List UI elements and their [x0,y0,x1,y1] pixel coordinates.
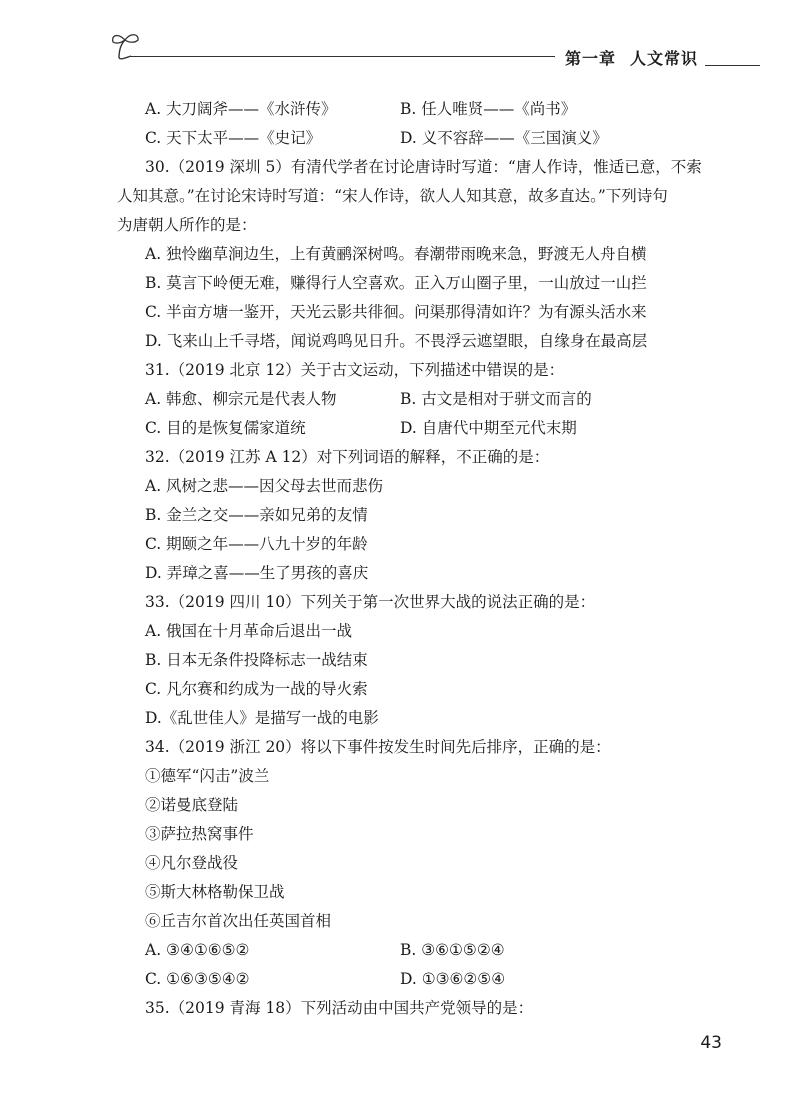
header-rule-right [705,65,760,66]
q32-stem: 32.（2019 江苏 A 12）对下列词语的解释，不正确的是： [145,448,550,466]
q31-option-b: B. 古文是相对于骈文而言的 [400,390,592,408]
q34-item-6: ⑥丘吉尔首次出任英国首相 [145,912,332,930]
q34-item-4: ④凡尔登战役 [145,854,239,872]
page-content [117,95,702,1023]
q34-option-b: B. ③⑥①⑤②④ [400,941,505,959]
q33-stem: 33.（2019 四川 10）下列关于第一次世界大战的说法正确的是： [145,593,596,611]
q29-option-b: B. 任人唯贤——《尚书》 [400,100,577,118]
q30-stem-line-1: 30.（2019 深圳 5）有清代学者在讨论唐诗时写道：“唐人作诗，惟适已意，不索 [145,158,702,176]
page-header [0,0,800,80]
q33-option-d: D.《乱世佳人》是描写一战的电影 [145,709,379,727]
q30-option-d: D. 飞来山上千寻塔，闻说鸡鸣见日升。不畏浮云遮望眼，自缘身在最高层 [145,332,648,350]
q31-option-c: C. 目的是恢复儒家道统 [145,419,306,437]
q32-option-d: D. 弄璋之喜——生了男孩的喜庆 [145,564,369,582]
q34-item-5: ⑤斯大林格勒保卫战 [145,883,285,901]
chapter-title: 人文常识 [630,49,699,68]
q34-item-2: ②诺曼底登陆 [145,796,239,814]
q33-option-b: B. 日本无条件投降标志一战结束 [145,651,368,669]
chapter-heading [565,46,698,69]
q34-option-d: D. ①③⑥②⑤④ [400,970,506,988]
page-number: 43 [700,1033,722,1053]
q30-option-a: A. 独怜幽草涧边生，上有黄鹂深树鸣。春潮带雨晚来急，野渡无人舟自横 [145,245,647,263]
q34-item-1: ①德军“闪击”波兰 [145,767,270,785]
q32-option-b: B. 金兰之交——亲如兄弟的友情 [145,506,368,524]
q31-option-a: A. 韩愈、柳宗元是代表人物 [145,390,337,408]
q31-option-d: D. 自唐代中期至元代末期 [400,419,577,437]
q34-item-3: ③萨拉热窝事件 [145,825,254,843]
q29-option-d: D. 义不容辞——《三国演义》 [400,129,608,147]
q29-options-row-1 [145,95,700,124]
q32-option-c: C. 期颐之年——八九十岁的年龄 [145,535,368,553]
q33-option-c: C. 凡尔赛和约成为一战的导火索 [145,680,368,698]
q31-stem: 31.（2019 北京 12）关于古文运动，下列描述中错误的是： [145,361,565,379]
q30-stem-line-3: 为唐朝人所作的是： [117,216,257,234]
q29-options-row-2 [145,124,700,153]
q30-option-b: B. 莫言下岭便无难，赚得行人空喜欢。正入万山圈子里，一山放过一山拦 [145,274,647,292]
q29-option-c: C. 天下太平——《史记》 [145,129,322,147]
q30-option-c: C. 半亩方塘一鉴开，天光云影共徘徊。问渠那得清如许？为有源头活水来 [145,303,647,321]
q33-option-a: A. 俄国在十月革命后退出一战 [145,622,353,640]
q31-options-row-1 [145,385,700,414]
sprout-icon [107,28,147,64]
q31-options-row-2 [145,414,700,443]
q34-option-a: A. ③④①⑥⑤② [145,941,250,959]
q34-option-c: C. ①⑥③⑤④② [145,970,250,988]
q34-options-row-2 [145,965,700,994]
header-rule-left [130,56,555,57]
chapter-number: 第一章 [565,49,617,68]
q32-option-a: A. 风树之悲——因父母去世而悲伤 [145,477,384,495]
q30-stem-line-2: 人知其意。”在讨论宋诗时写道：“宋人作诗，欲人人知其意，故多直达。”下列诗句 [117,187,668,205]
q29-option-a: A. 大刀阔斧——《水浒传》 [145,100,337,118]
q34-stem: 34.（2019 浙江 20）将以下事件按发生时间先后排序，正确的是： [145,738,611,756]
q34-options-row-1 [145,936,700,965]
q35-stem: 35.（2019 青海 18）下列活动由中国共产党领导的是： [145,999,534,1017]
